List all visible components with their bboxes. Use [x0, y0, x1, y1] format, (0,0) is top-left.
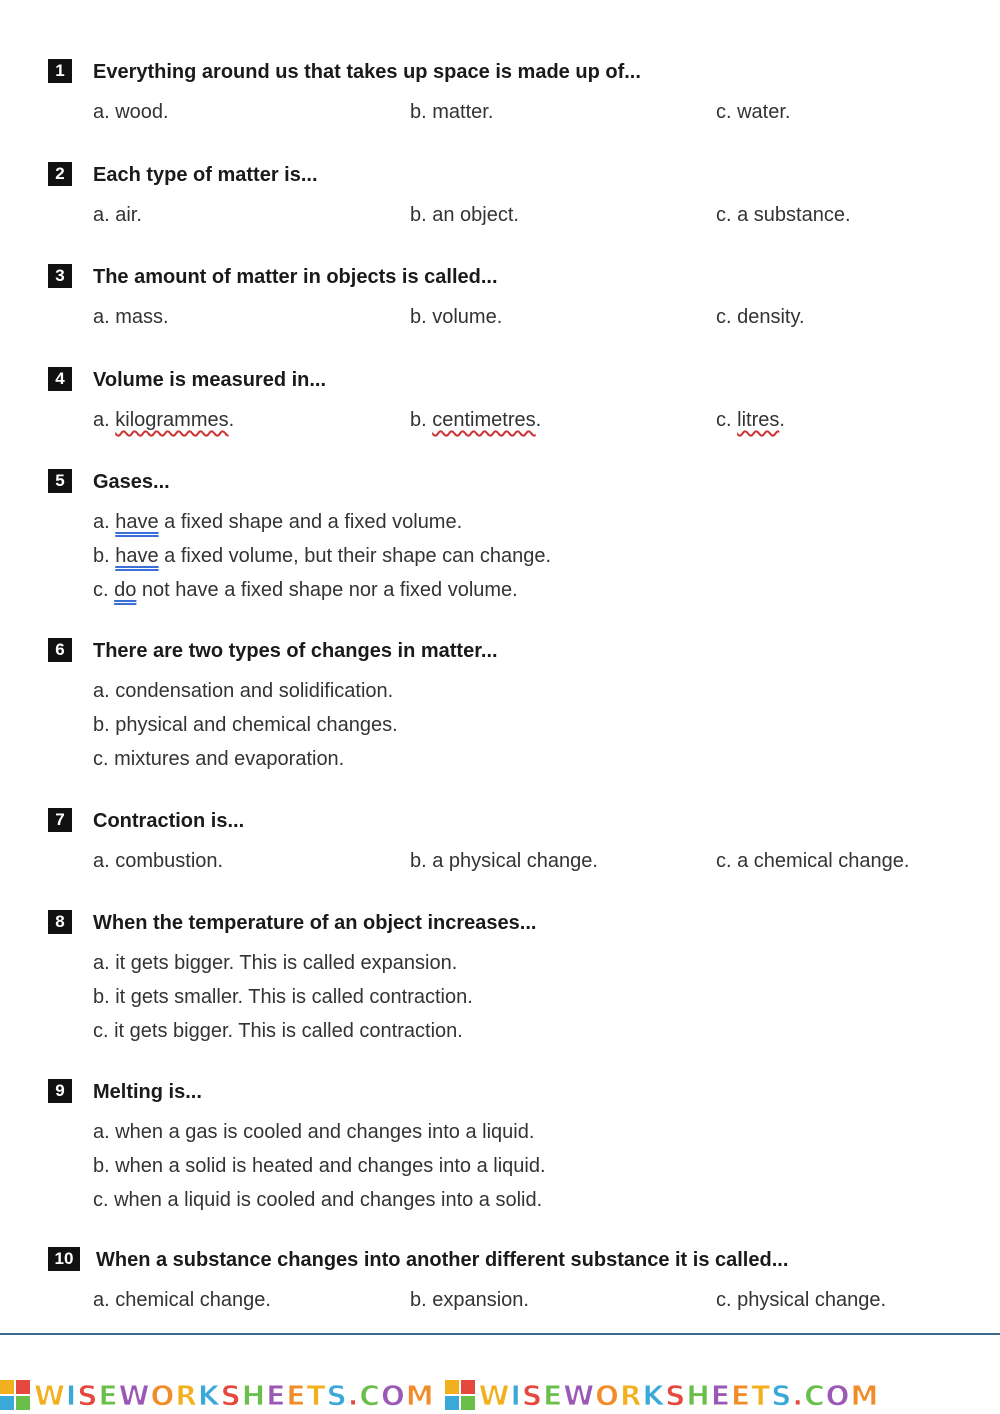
brand-letter: C [359, 1378, 381, 1412]
brand-text [34, 1379, 435, 1412]
option-a[interactable]: a. air. [93, 204, 142, 226]
question-number: 1 [48, 59, 72, 83]
question-text: There are two types of changes in matter... [93, 640, 498, 662]
option-c[interactable]: c. physical change. [716, 1289, 887, 1311]
question-number: 10 [48, 1247, 80, 1271]
option-c[interactable]: c. mixtures and evaporation. [93, 748, 345, 770]
option-a[interactable]: a. chemical change. [93, 1289, 271, 1311]
option-c[interactable]: c. density. [716, 306, 805, 328]
question-text: Each type of matter is... [93, 164, 318, 186]
brand-letter: E [710, 1378, 731, 1412]
brand-letter: R [175, 1378, 198, 1412]
brand-letter: S [326, 1378, 348, 1412]
option-b[interactable]: b. a physical change. [410, 850, 598, 872]
question-text: Contraction is... [93, 810, 245, 832]
option-a[interactable]: a. mass. [93, 306, 169, 328]
spellcheck-word: litres [737, 409, 780, 431]
brand-text [479, 1379, 880, 1412]
option-a[interactable]: a. it gets bigger. This is called expansion. [93, 952, 458, 974]
question-4 [48, 367, 978, 435]
question-number: 9 [48, 1079, 72, 1103]
option-c[interactable]: c. water. [716, 101, 791, 123]
brand-letter: O [380, 1378, 406, 1412]
question-number: 8 [48, 910, 72, 934]
question-8 [48, 910, 978, 1050]
option-c[interactable]: c. a chemical change. [716, 850, 910, 872]
option-b[interactable]: b. physical and chemical changes. [93, 714, 398, 736]
brand-watermark [0, 1379, 435, 1412]
brand-letter: O [825, 1378, 851, 1412]
option-b[interactable]: b. matter. [410, 101, 494, 123]
brand-letter: S [665, 1378, 687, 1412]
question-text: Everything around us that takes up space is made up of... [93, 61, 641, 83]
brand-letter: C [804, 1378, 826, 1412]
question-5 [48, 469, 978, 609]
option-b[interactable]: b. it gets smaller. This is called contraction. [93, 986, 473, 1008]
option-a[interactable]: a. kilogrammes. [93, 409, 235, 431]
brand-letter: T [306, 1378, 327, 1412]
question-1 [48, 59, 978, 127]
option-b[interactable]: b. when a solid is heated and changes into a liquid. [93, 1155, 546, 1177]
question-2 [48, 162, 978, 230]
question-number: 3 [48, 264, 72, 288]
option-c[interactable]: c. litres. [716, 409, 785, 431]
wise-logo-icon [0, 1380, 30, 1410]
brand-letter: R [619, 1378, 643, 1412]
option-a[interactable]: a. combustion. [93, 850, 224, 872]
brand-letter: K [642, 1378, 666, 1412]
brand-letter: . [792, 1378, 805, 1412]
brand-letter: H [686, 1378, 711, 1412]
question-number: 7 [48, 808, 72, 832]
brand-letter: W [118, 1378, 151, 1412]
option-c[interactable]: c. a substance. [716, 204, 851, 226]
option-a[interactable]: a. condensation and solidification. [93, 680, 394, 702]
brand-letter: E [543, 1378, 564, 1412]
wise-logo-icon [445, 1380, 475, 1410]
brand-letter: S [521, 1378, 544, 1412]
brand-letter: O [595, 1378, 620, 1412]
question-text: Gases... [93, 471, 170, 493]
brand-letter: S [220, 1378, 242, 1412]
brand-letter: H [241, 1378, 267, 1412]
question-text: When a substance changes into another different substance it is called... [96, 1249, 789, 1271]
question-7 [48, 808, 978, 876]
question-text: The amount of matter in objects is called... [93, 266, 498, 288]
brand-letter: . [347, 1378, 360, 1412]
grammar-word: have [115, 545, 159, 567]
brand-letter: W [563, 1378, 596, 1412]
brand-letter: E [286, 1378, 307, 1412]
brand-letter: E [266, 1378, 287, 1412]
question-10 [48, 1247, 978, 1315]
question-text: Melting is... [93, 1081, 202, 1103]
question-number: 6 [48, 638, 72, 662]
question-number: 2 [48, 162, 72, 186]
question-9 [48, 1079, 978, 1219]
brand-letter: M [405, 1378, 435, 1412]
brand-letter: W [478, 1378, 511, 1412]
option-c[interactable]: c. it gets bigger. This is called contraction. [93, 1020, 463, 1042]
option-b[interactable]: b. centimetres. [410, 409, 542, 431]
option-b[interactable]: b. have a fixed volume, but their shape can change. [93, 545, 552, 567]
brand-letter: I [510, 1378, 522, 1412]
brand-letter: T [751, 1378, 772, 1412]
spellcheck-word: centimetres [432, 409, 536, 431]
option-a[interactable]: a. have a fixed shape and a fixed volume. [93, 511, 463, 533]
option-b[interactable]: b. expansion. [410, 1289, 529, 1311]
spellcheck-word: kilogrammes [115, 409, 229, 431]
brand-letter: E [98, 1378, 119, 1412]
question-3 [48, 264, 978, 332]
question-number: 4 [48, 367, 72, 391]
question-6 [48, 638, 978, 778]
option-c[interactable]: c. do not have a fixed shape nor a fixed volume. [93, 579, 518, 601]
brand-letter: S [77, 1378, 99, 1412]
brand-letter: I [65, 1378, 78, 1412]
grammar-word: do [114, 579, 137, 601]
option-b[interactable]: b. volume. [410, 306, 503, 328]
brand-letter: M [850, 1378, 880, 1412]
option-a[interactable]: a. when a gas is cooled and changes into a liquid. [93, 1121, 535, 1143]
grammar-word: have [115, 511, 159, 533]
brand-watermark [445, 1379, 880, 1412]
footer-watermark [0, 1376, 1000, 1414]
question-number: 5 [48, 469, 72, 493]
brand-letter: E [731, 1378, 752, 1412]
brand-letter: W [34, 1378, 66, 1412]
brand-letter: S [771, 1378, 793, 1412]
brand-letter: K [197, 1378, 221, 1412]
option-a[interactable]: a. wood. [93, 101, 169, 123]
brand-letter: O [150, 1378, 176, 1412]
option-c[interactable]: c. when a liquid is cooled and changes into a solid. [93, 1189, 543, 1211]
question-text: Volume is measured in... [93, 369, 327, 391]
question-text: When the temperature of an object increases... [93, 912, 537, 934]
option-b[interactable]: b. an object. [410, 204, 519, 226]
footer-divider [0, 1333, 1000, 1335]
